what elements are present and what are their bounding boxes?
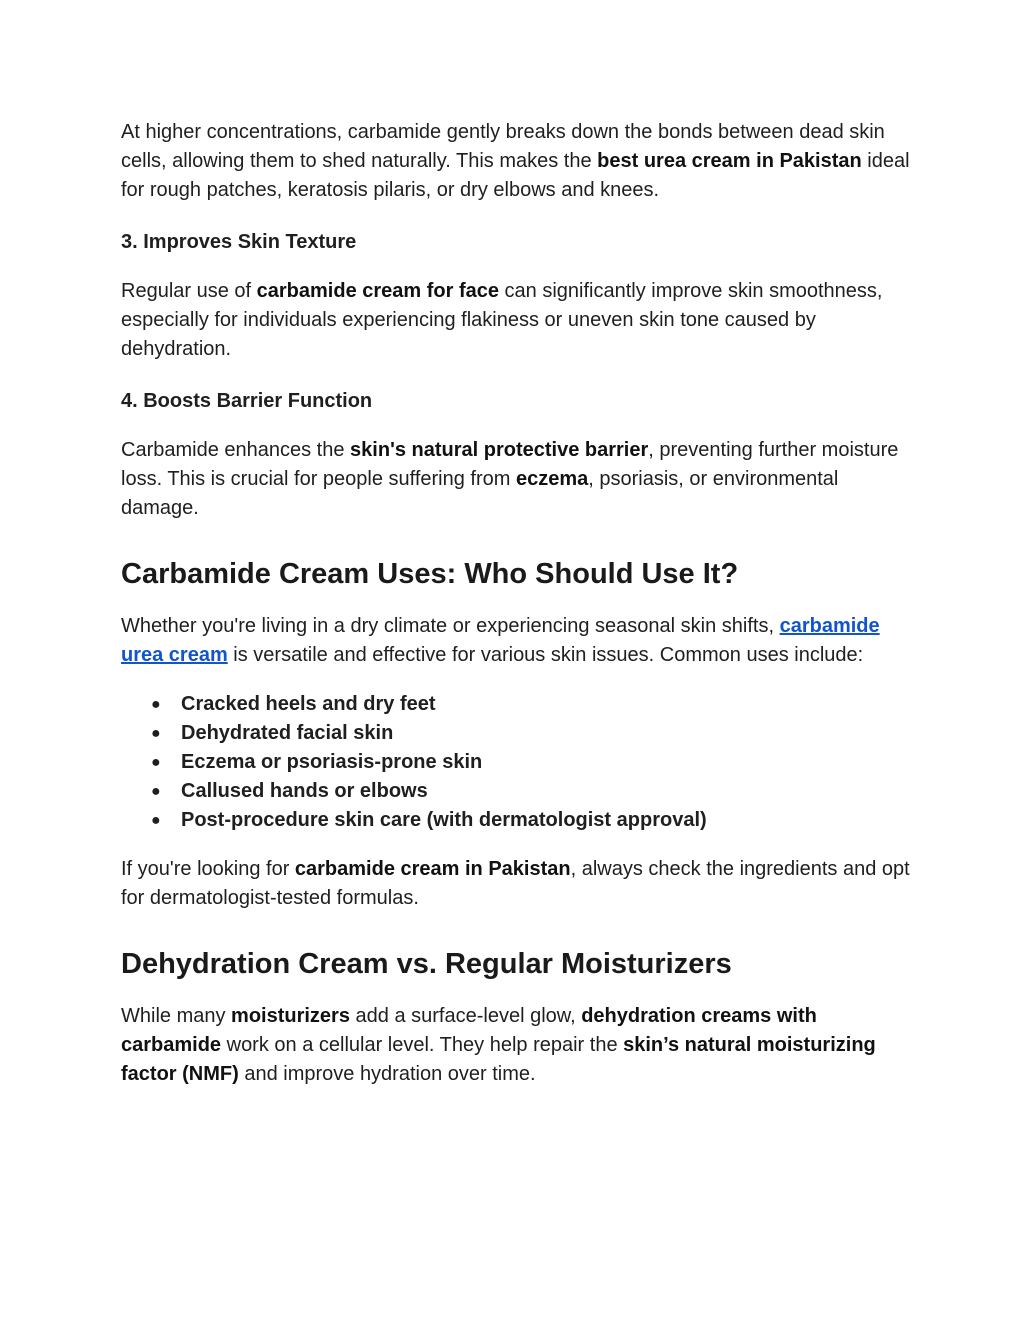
document-page bbox=[121, 118, 911, 1089]
bold-text: best urea cream in Pakistan bbox=[597, 150, 862, 172]
bold-text: skin’s natural moisturizing factor (NMF) bbox=[121, 1034, 876, 1085]
paragraph-pakistan-advice bbox=[121, 855, 911, 913]
text: Regular use of bbox=[121, 280, 257, 302]
paragraph-comparison bbox=[121, 1002, 911, 1089]
bullet-icon: ● bbox=[151, 783, 161, 800]
bold-text: skin's natural protective barrier bbox=[350, 439, 649, 461]
text: work on a cellular level. They help repair the bbox=[221, 1034, 624, 1056]
text: Whether you're living in a dry climate or experiencing seasonal skin shifts, bbox=[121, 615, 780, 637]
bullet-icon: ● bbox=[151, 754, 161, 771]
text: , preventing further moisture loss. This is crucial for people suffering from bbox=[121, 439, 899, 490]
paragraph-exfoliation bbox=[121, 118, 911, 205]
list-item-text: Callused hands or elbows bbox=[181, 780, 428, 802]
list-item-text: Post-procedure skin care (with dermatologist approval) bbox=[181, 809, 707, 831]
bullet-icon: ● bbox=[151, 812, 161, 829]
bold-text: carbamide cream in Pakistan bbox=[294, 858, 571, 880]
bold-text: moisturizers bbox=[231, 1005, 350, 1027]
list-item bbox=[121, 719, 911, 748]
subheading-improves-skin-texture: 3. Improves Skin Texture bbox=[121, 231, 357, 253]
paragraph-uses-intro bbox=[121, 612, 911, 670]
text: ideal for rough patches, keratosis pilaris, or dry elbows and knees. bbox=[121, 150, 910, 201]
text: and improve hydration over time. bbox=[238, 1063, 536, 1085]
list-item bbox=[121, 806, 911, 835]
text: , psoriasis, or environmental damage. bbox=[121, 468, 839, 519]
text: can significantly improve skin smoothness, especially for individuals experiencing flakiness or uneven skin tone caused by dehydration. bbox=[121, 280, 883, 360]
paragraph-barrier bbox=[121, 436, 911, 523]
bullet-icon: ● bbox=[151, 725, 161, 742]
bold-text: carbamide cream for face bbox=[256, 280, 499, 302]
paragraph-skin-texture bbox=[121, 277, 911, 364]
carbamide-urea-cream-link[interactable]: carbamide urea cream bbox=[121, 615, 880, 666]
list-item-text: Cracked heels and dry feet bbox=[181, 693, 436, 715]
text: is versatile and effective for various skin issues. Common uses include: bbox=[227, 644, 864, 666]
bullet-icon: ● bbox=[151, 696, 161, 713]
bold-text: eczema bbox=[515, 468, 589, 490]
list-item-text: Dehydrated facial skin bbox=[181, 722, 394, 744]
text: At higher concentrations, carbamide gently breaks down the bonds between dead skin cells, allowing them to shed naturally. This makes the bbox=[121, 121, 885, 172]
text: Carbamide enhances the bbox=[121, 439, 351, 461]
text: If you're looking for bbox=[121, 858, 295, 880]
list-item bbox=[121, 748, 911, 777]
list-item bbox=[121, 690, 911, 719]
heading-dehydration-vs-moisturizers: Dehydration Cream vs. Regular Moisturizers bbox=[121, 948, 732, 980]
uses-list bbox=[121, 690, 911, 835]
list-item bbox=[121, 777, 911, 806]
list-item-text: Eczema or psoriasis-prone skin bbox=[181, 751, 483, 773]
subheading-boosts-barrier-function: 4. Boosts Barrier Function bbox=[121, 390, 373, 412]
text: , always check the ingredients and opt for dermatologist-tested formulas. bbox=[121, 858, 910, 909]
bold-text: dehydration creams with carbamide bbox=[121, 1005, 817, 1056]
text: add a surface-level glow, bbox=[349, 1005, 582, 1027]
text: While many bbox=[121, 1005, 232, 1027]
heading-carbamide-cream-uses: Carbamide Cream Uses: Who Should Use It? bbox=[121, 558, 739, 590]
